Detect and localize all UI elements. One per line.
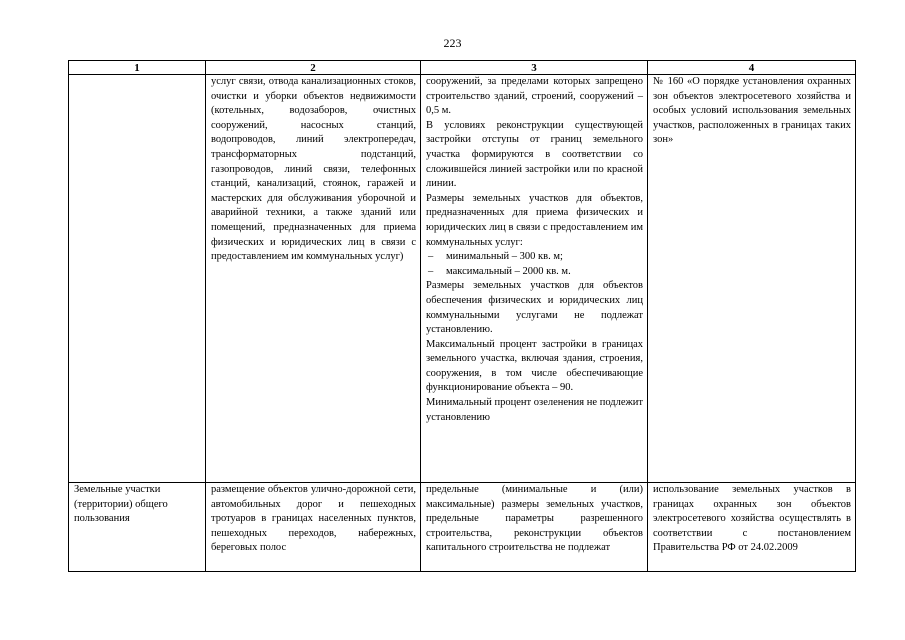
row2-land-use-cell: Земельные участки (территории) общего пользования [69, 483, 206, 572]
column-header-1: 1 [69, 61, 206, 75]
column-header-4: 4 [648, 61, 856, 75]
parameters-paragraph-6: Минимальный процент озеленения не подлежит установлению [426, 397, 643, 423]
parameters-paragraph-5: Максимальный процент застройки в границах земельного участка, включая здания, строения, сооружения, в том числе обеспечивающие функционирование объекта – 90. [426, 338, 643, 394]
parameters-paragraph-3: Размеры земельных участков для объектов, предназначенных для приема физических и юридических лиц в связи с предоставлением им коммунальных услуг: [426, 192, 643, 248]
zoning-table [68, 60, 856, 572]
row1-restrictions-cell: № 160 «О порядке установления охранных зон объектов электросетевого хозяйства и особых условий использования земельных участков, расположенных в границах таких зон» [648, 75, 856, 483]
page-number: 223 [443, 36, 462, 50]
list-item-text: минимальный – 300 кв. м; [446, 251, 563, 263]
row1-land-use-cell [69, 75, 206, 483]
row2-permitted-use-cell: размещение объектов улично-дорожной сети, автомобильных дорог и пешеходных тротуаров в границах населенных пунктов, пешеходных переходов, набережных, береговых полос [206, 483, 421, 572]
row2-parameters-cell: предельные (минимальные и (или) максимальные) размеры земельных участков, предельные параметры разрешенного строительства, реконструкции объектов капитального строительства не подлежат [421, 483, 648, 572]
table-row [69, 75, 856, 483]
header-row [69, 61, 856, 75]
row2-restrictions-cell: использование земельных участков в границах охранных зон объектов электросетевого хозяйства осуществлять в соответствии с постановлением Правительства РФ от 24.02.2009 [648, 483, 856, 572]
row1-permitted-use-cell: услуг связи, отвода канализационных стоков, очистки и уборки объектов недвижимости (котельных, водозаборов, очистных сооружений, насосных станций, водопроводов, линий электропередач, трансформаторных подстанций, газопроводов, линий связи, телефонных станций, канализаций, стоянок, гаражей и мастерских для обслуживания уборочной и аварийной техники, а также зданий или помещений, предназначенных для приема физических и юридических лиц в связи с предоставлением им коммунальных услуг) [206, 75, 421, 483]
row1-parameters-cell [421, 75, 648, 483]
list-item [426, 250, 643, 265]
list-item-text: максимальный – 2000 кв. м. [446, 265, 571, 277]
list-item [426, 265, 643, 280]
table-row [69, 483, 856, 572]
column-header-3: 3 [421, 61, 648, 75]
column-header-2: 2 [206, 61, 421, 75]
list-dash: – [428, 251, 434, 263]
parameters-paragraph-1: сооружений, за пределами которых запрещено строительство зданий, строений, сооружений – 0,5 м. [426, 76, 643, 117]
parameters-paragraph-2: В условиях реконструкции существующей застройки отступы от границ земельного участка формируются в соответствии со сложившейся линией застройки или по красной линии. [426, 119, 643, 190]
list-dash: – [428, 265, 434, 277]
parameters-paragraph-4: Размеры земельных участков для объектов обеспечения физических и юридических лиц коммунальными услугами не подлежат установлению. [426, 280, 643, 336]
